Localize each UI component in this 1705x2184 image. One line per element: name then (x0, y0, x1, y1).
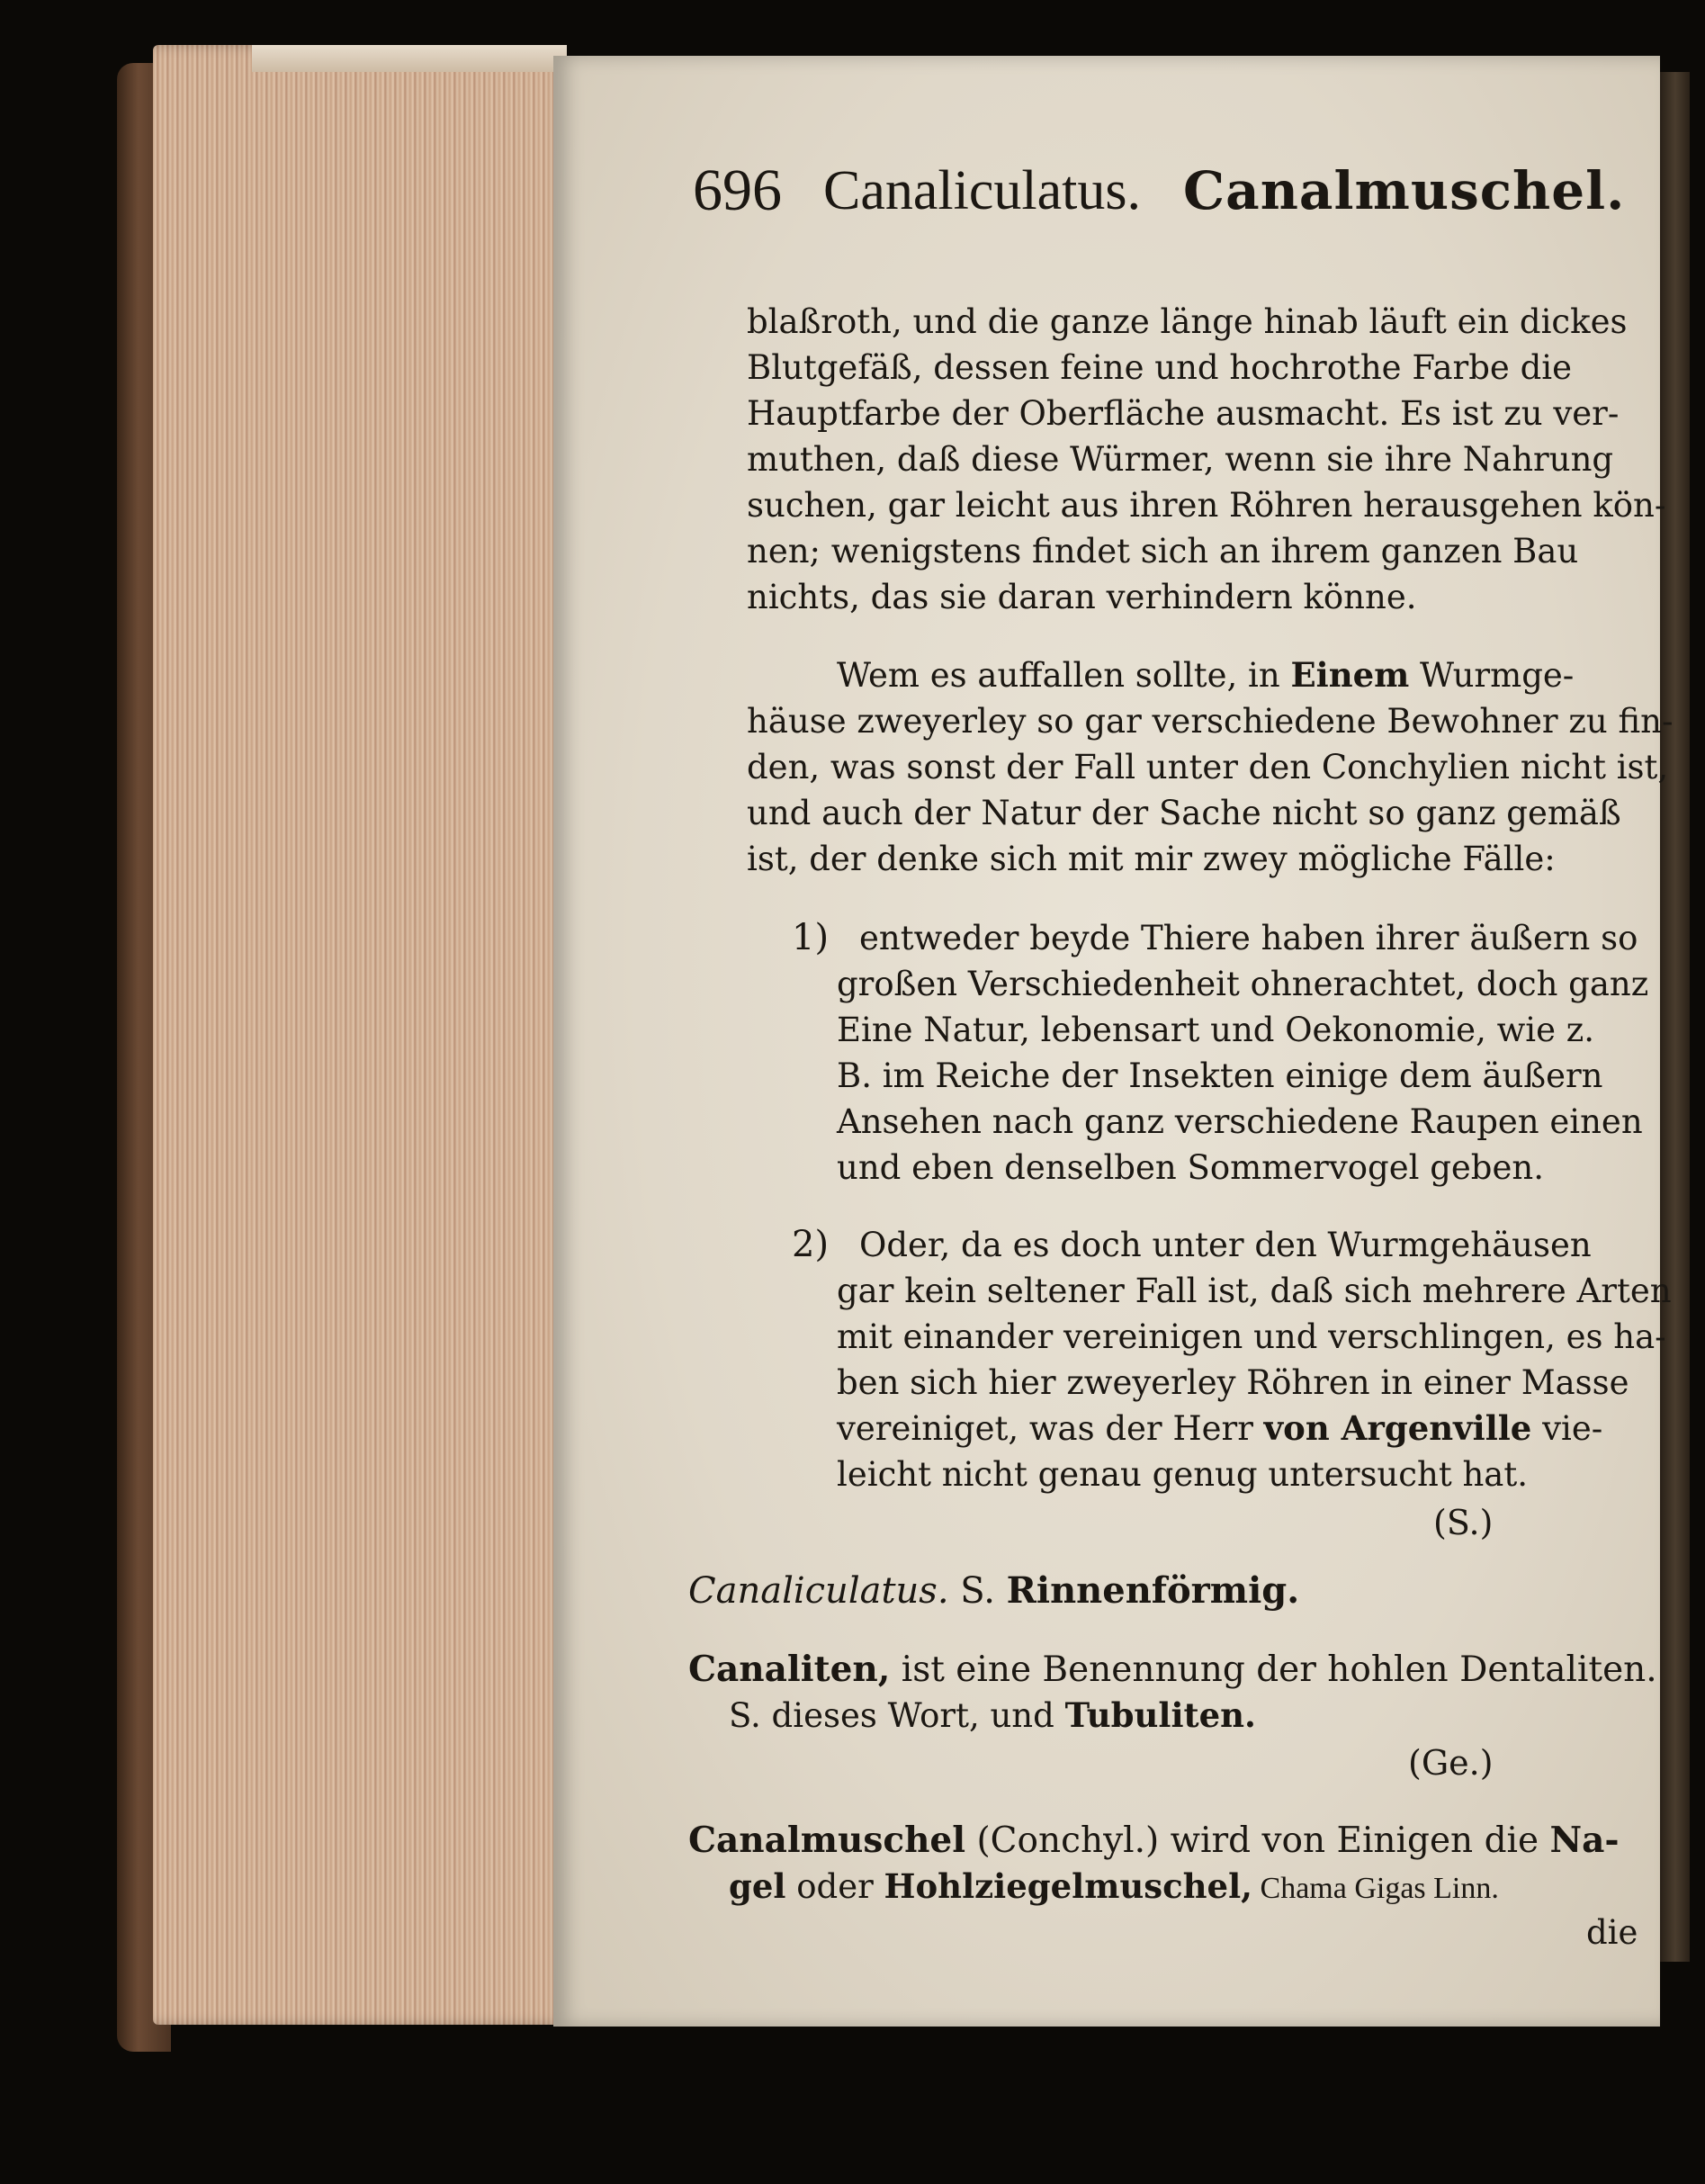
list-number: 2) (792, 1224, 830, 1265)
text-line: leicht nicht genau genug untersucht hat. (837, 1455, 1528, 1494)
text-span: (Conchyl.) wird von Einigen die (965, 1820, 1550, 1861)
text-span: S. dieses Wort, und (729, 1696, 1065, 1735)
text-line: muthen, daß diese Würmer, wenn sie ihre Nahrung (747, 440, 1614, 479)
dictionary-entry (688, 1818, 1620, 1864)
text-span: oder (785, 1867, 884, 1906)
text-line (837, 1406, 1602, 1452)
running-title-german: Canalmuschel. (1183, 160, 1626, 221)
emphasis-word: Einem (1290, 655, 1410, 695)
alt-name: Hohlziegelmuschel, (884, 1866, 1253, 1906)
entry-term: Canaliculatus. (688, 1570, 949, 1612)
text-line: mit einander vereinigen und verschlingen, es ha- (837, 1317, 1666, 1356)
alt-name: gel (729, 1866, 786, 1906)
latin-name: Chama Gigas Linn. (1252, 1872, 1499, 1905)
text-line: den, was sonst der Fall unter den Conchylien nicht ist, (747, 748, 1669, 786)
running-title-latin: Canaliculatus. (823, 160, 1141, 221)
text-line: Oder, da es doch unter den Wurmgehäusen (859, 1226, 1592, 1264)
text-line: entweder beyde Thiere haben ihrer äußern so (859, 919, 1638, 957)
text-line: ben sich hier zweyerley Röhren in einer Masse (837, 1363, 1629, 1402)
page-content (553, 56, 1674, 2027)
text-line: Eine Natur, lebensart und Oekonomie, wie z. (837, 1011, 1595, 1049)
text-line: großen Verschiedenheit ohnerachtet, doch ganz (837, 965, 1649, 1003)
cross-reference: Tubuliten. (1064, 1695, 1256, 1735)
text-line: gar kein seltener Fall ist, daß sich mehrere Arten (837, 1272, 1672, 1310)
page-block-top (252, 45, 567, 72)
book-page (553, 56, 1674, 2027)
text-line: nichts, das sie daran verhindern könne. (747, 578, 1417, 616)
text-span: ist eine Benennung der hohlen Dentaliten. (890, 1649, 1657, 1690)
text-line (729, 1864, 1499, 1911)
text-span: vereiniget, was der Herr (837, 1409, 1264, 1448)
catchword: die (1586, 1913, 1638, 1952)
text-span: vie- (1531, 1409, 1603, 1448)
text-line (837, 652, 1574, 698)
text-line: häuse zweyerley so gar verschiedene Bewohner zu fin- (747, 702, 1674, 741)
dictionary-entry (688, 1647, 1657, 1693)
list-number: 1) (792, 917, 830, 958)
author-signature: (Ge.) (1408, 1743, 1494, 1783)
text-line: ist, der denke sich mit mir zwey mögliche Fälle: (747, 840, 1556, 878)
cross-reference: Rinnenförmig. (1006, 1569, 1300, 1612)
text-line: und auch der Natur der Sache nicht so ganz gemäß (747, 794, 1621, 832)
text-line (729, 1693, 1256, 1739)
text-line: blaßroth, und die ganze länge hinab läuft ein dickes (747, 302, 1628, 341)
running-header (693, 141, 1629, 240)
dictionary-entry (688, 1568, 1299, 1614)
entry-term: Canalmuschel (688, 1820, 966, 1861)
page-block-edges (153, 45, 567, 2025)
person-name: von Argenville (1263, 1408, 1532, 1448)
text-line: und eben denselben Sommervogel geben. (837, 1148, 1544, 1187)
entry-term: Canaliten, (688, 1649, 891, 1690)
text-line: Blutgefäß, dessen feine und hochrothe Farbe die (747, 348, 1572, 387)
text-span: Wem es auffallen sollte, in (837, 656, 1291, 695)
page-number: 696 (693, 157, 782, 223)
author-signature: (S.) (1433, 1503, 1494, 1542)
text-span: Wurmge- (1409, 656, 1575, 695)
text-line: Ansehen nach ganz verschiedene Raupen einen (837, 1102, 1643, 1141)
text-line: B. im Reiche der Insekten einige dem äußern (837, 1056, 1603, 1095)
text-span: S. (960, 1570, 1007, 1612)
text-line: suchen, gar leicht aus ihren Röhren herausgehen kön- (747, 486, 1666, 525)
alt-name: Na- (1549, 1820, 1620, 1861)
text-line: Hauptfarbe der Oberfläche ausmacht. Es ist zu ver- (747, 394, 1620, 433)
text-line: nen; wenigstens findet sich an ihrem ganzen Bau (747, 532, 1579, 571)
